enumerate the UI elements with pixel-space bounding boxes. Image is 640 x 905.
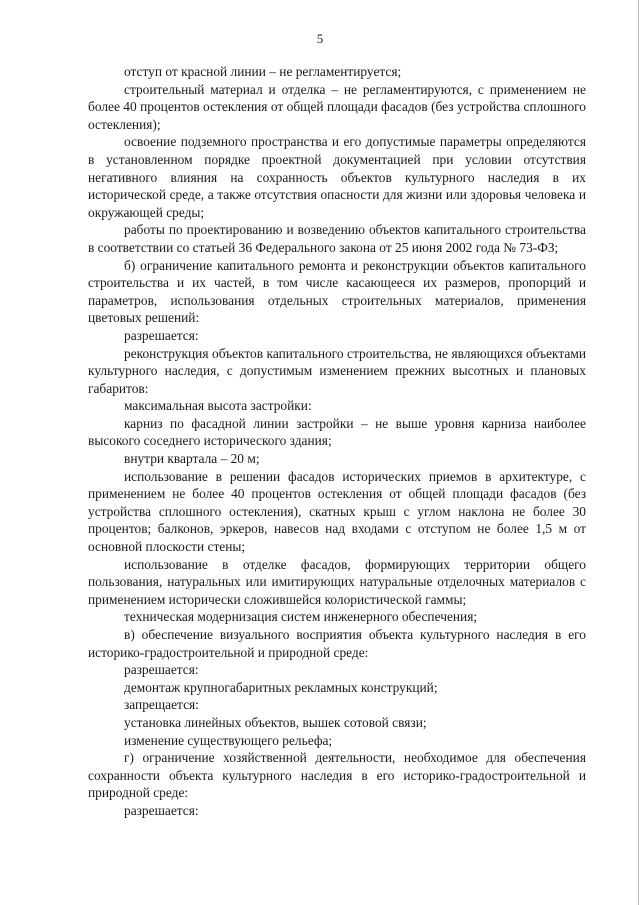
paragraph: отступ от красной линии – не регламентируется; xyxy=(124,64,402,79)
paragraph: максимальная высота застройки: xyxy=(124,398,312,414)
paragraph: строительный материал и отделка – не регламентируются, с применением не более 40 процентов остекления от общей площади фасадов (без устройства сплошного остекления); xyxy=(88,81,586,132)
paragraph: карниз по фасадной линии застройки – не выше уровня карниза наиболее высокого соседнего исторического здания; xyxy=(88,415,586,449)
page-edge-line xyxy=(638,0,639,905)
paragraph: установка линейных объектов, вышек сотовой связи; xyxy=(124,714,427,730)
paragraph: разрешается: xyxy=(124,327,199,343)
document-body xyxy=(88,63,586,820)
paragraph: внутри квартала – 20 м; xyxy=(124,451,260,467)
paragraph: демонтаж крупногабаритных рекламных конструкций; xyxy=(124,679,438,695)
paragraph: использование в отделке фасадов, формирующих территории общего пользования, натуральных или имитирующих натуральные отделочных материалов с применением исторически сложившейся колористической гаммы; xyxy=(88,556,586,607)
paragraph: г) ограничение хозяйственной деятельности, необходимое для обеспечения сохранности объекта культурного наследия в его историко-градостроительной и природной среде: xyxy=(88,750,586,801)
paragraph: освоение подземного пространства и его допустимые параметры определяются в установленном порядке проектной документацией при условии отсутствия негативного влияния на сохранность объектов культурного наследия в их исторической среде, а также отсутствия опасности для жизни или здоровья человека и окружающей среды; xyxy=(88,134,586,220)
page-number: 5 xyxy=(316,31,324,46)
paragraph: реконструкция объектов капитального строительства, не являющихся объектами культурного наследия, с допустимым изменением прежних высотных и плановых габаритов: xyxy=(88,345,586,396)
paragraph: б) ограничение капитального ремонта и реконструкции объектов капитального строительства и их частей, в том числе касающееся их размеров, пропорций и параметров, использования отдельных строительных материалов, применения цветовых решений: xyxy=(88,257,586,326)
paragraph: техническая модернизация систем инженерного обеспечения; xyxy=(124,609,478,625)
paragraph: разрешается: xyxy=(124,802,199,818)
paragraph: использование в решении фасадов исторических приемов в архитектуре, с применением не более 40 процентов остекления от общей площади фасадов (без устройства сплошного остекления), скатных крыш с углом наклона не более 30 процентов; балконов, эркеров, навесов над входами с отступом не более 1,5 м от основной плоскости стены; xyxy=(88,468,586,555)
paragraph: изменение существующего рельефа; xyxy=(124,732,333,748)
paragraph: в) обеспечение визуального восприятия объекта культурного наследия в его историко-градостроительной и природной среде: xyxy=(88,627,586,660)
paragraph: разрешается: xyxy=(124,662,199,678)
paragraph: запрещается: xyxy=(124,697,199,713)
paragraph: работы по проектированию и возведению объектов капитального строительства в соответствии со статьей 36 Федерального закона от 25 июня 2002 года № 73-ФЗ; xyxy=(88,222,586,255)
